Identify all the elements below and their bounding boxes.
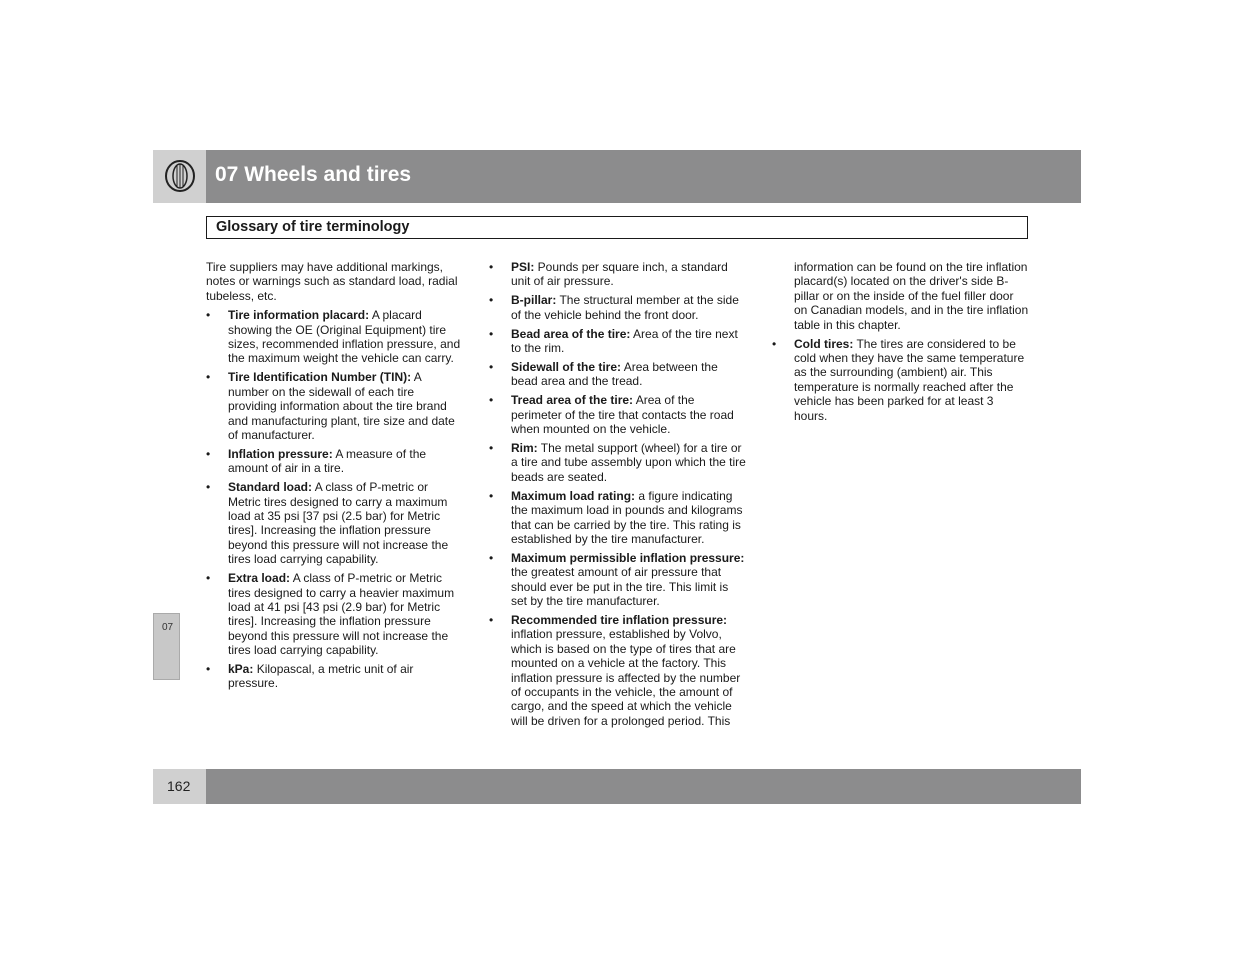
list-item (489, 441, 747, 484)
section-heading-box (206, 216, 1028, 239)
term: Maximum permissible inflation pressure: (511, 550, 745, 565)
term: Sidewall of the tire: (511, 359, 622, 374)
bullet-icon: • (489, 393, 494, 408)
list-item (206, 662, 464, 691)
definition: Pounds per square inch, a standard unit of air pressure. (511, 260, 728, 289)
definition: the greatest amount of air pressure that should ever be put in the tire. This limit is set by the tire manufacturer. (511, 565, 729, 609)
definition: The tires are considered to be cold when they have the same temperature as the surrounding (ambient) air. This temperature is normally reached after the vehicle has been parked for at least 3 hours. (794, 336, 1025, 423)
bullet-icon: • (206, 370, 211, 385)
bullet-icon: • (489, 488, 494, 503)
text-column-1 (206, 260, 464, 695)
bullet-icon: • (206, 662, 211, 677)
bullet-icon: • (489, 293, 494, 308)
term: B-pillar: (511, 293, 557, 308)
glossary-list-3 (772, 337, 1030, 423)
definition: A measure of the amount of air in a tire. (228, 446, 427, 476)
term: Extra load: (228, 571, 291, 586)
list-item (489, 489, 747, 547)
glossary-list-2 (489, 260, 747, 728)
chapter-header (153, 150, 1081, 203)
intro-paragraph: Tire suppliers may have additional markings, notes or warnings such as standard load, radial tubeless, etc. (206, 260, 458, 303)
bullet-icon: • (206, 571, 211, 586)
list-item (772, 337, 1030, 423)
term: Standard load: (228, 480, 313, 495)
term: Bead area of the tire: (511, 326, 631, 341)
term: Cold tires: (794, 336, 854, 351)
list-item (206, 480, 464, 566)
page-footer (153, 769, 1081, 804)
text-column-3 (772, 260, 1030, 427)
list-item (489, 613, 747, 728)
term: Recommended tire inflation pressure: (511, 612, 728, 627)
bullet-icon: • (206, 480, 211, 495)
bullet-icon: • (206, 446, 211, 461)
term: Maximum load rating: (511, 488, 636, 503)
definition: A number on the sidewall of each tire providing information about the tire brand and manufacturing plant, tire size and date of manufacturer. (228, 370, 455, 442)
list-item (489, 393, 747, 436)
term: PSI: (511, 260, 535, 274)
definition: Area between the bead area and the tread. (511, 359, 718, 389)
definition: The metal support (wheel) for a tire or a tire and tube assembly upon which the tire beads are seated. (511, 440, 746, 484)
bullet-icon: • (489, 550, 494, 565)
text-column-2 (489, 260, 747, 733)
list-item (206, 571, 464, 657)
list-item (206, 308, 464, 366)
term: Tire information placard: (228, 308, 370, 323)
list-item (489, 551, 747, 609)
term: Tread area of the tire: (511, 393, 634, 408)
bullet-icon: • (489, 260, 494, 274)
definition: A class of P-metric or Metric tires designed to carry a heavier maximum load at 41 psi [43 psi (2.9 bar) for Metric tires]. Increasing the inflation pressure beyond this pressure will not increase the tires load carrying capability. (228, 571, 455, 658)
definition: A class of P-metric or Metric tires designed to carry a maximum load at 35 psi [37 psi (2.5 bar) for Metric tires]. Increasing the inflation pressure beyond this pressure will not increase the tires load carrying capability. (228, 480, 449, 567)
definition: inflation pressure, established by Volvo, which is based on the type of tires that are mounted on a vehicle at the factory. This inflation pressure is affected by the number of occupants in the vehicle, the amount of cargo, and the speed at which the vehicle will be driven for a prolonged period. This (511, 627, 741, 728)
chapter-icon-box (153, 150, 206, 203)
list-item (489, 327, 747, 356)
chapter-title: 07 Wheels and tires (215, 163, 412, 186)
definition: The structural member at the side of the vehicle behind the front door. (511, 293, 739, 322)
tire-icon (164, 159, 196, 193)
list-item (206, 447, 464, 476)
list-item (206, 370, 464, 442)
side-tab-label: 07 (162, 622, 174, 633)
page-number-box (153, 769, 206, 804)
list-item (489, 293, 747, 322)
list-item (489, 360, 747, 389)
bullet-icon: • (489, 359, 494, 374)
list-item (489, 260, 747, 289)
bullet-icon: • (489, 326, 494, 341)
term: Rim: (511, 440, 538, 455)
bullet-icon: • (206, 308, 211, 323)
glossary-list-1 (206, 308, 464, 691)
page-number: 162 (167, 778, 191, 794)
definition: Area of the tire next to the rim. (511, 326, 738, 356)
term: Inflation pressure: (228, 446, 333, 461)
continued-definition: information can be found on the tire inflation placard(s) located on the driver's side B-pillar or on the inside of the fuel filler door on Canadian models, and in the tire inflation table in this chapter. (794, 260, 1029, 332)
bullet-icon: • (489, 440, 494, 455)
term: kPa: (228, 662, 254, 677)
term: Tire Identification Number (TIN): (228, 370, 412, 385)
bullet-icon: • (489, 612, 494, 627)
definition: Area of the perimeter of the tire that contacts the road when mounted on the vehicle. (511, 393, 734, 437)
section-title: Glossary of tire terminology (216, 219, 410, 235)
chapter-side-tab (153, 613, 180, 680)
bullet-icon: • (772, 336, 777, 351)
definition: a figure indicating the maximum load in pounds and kilograms that can be carried by the tire. This rating is established by the tire manufacturer. (511, 488, 743, 546)
definition: Kilopascal, a metric unit of air pressure. (228, 662, 414, 691)
definition: A placard showing the OE (Original Equipment) tire sizes, recommended inflation pressure, and the maximum weight the vehicle can carry. (228, 308, 461, 366)
